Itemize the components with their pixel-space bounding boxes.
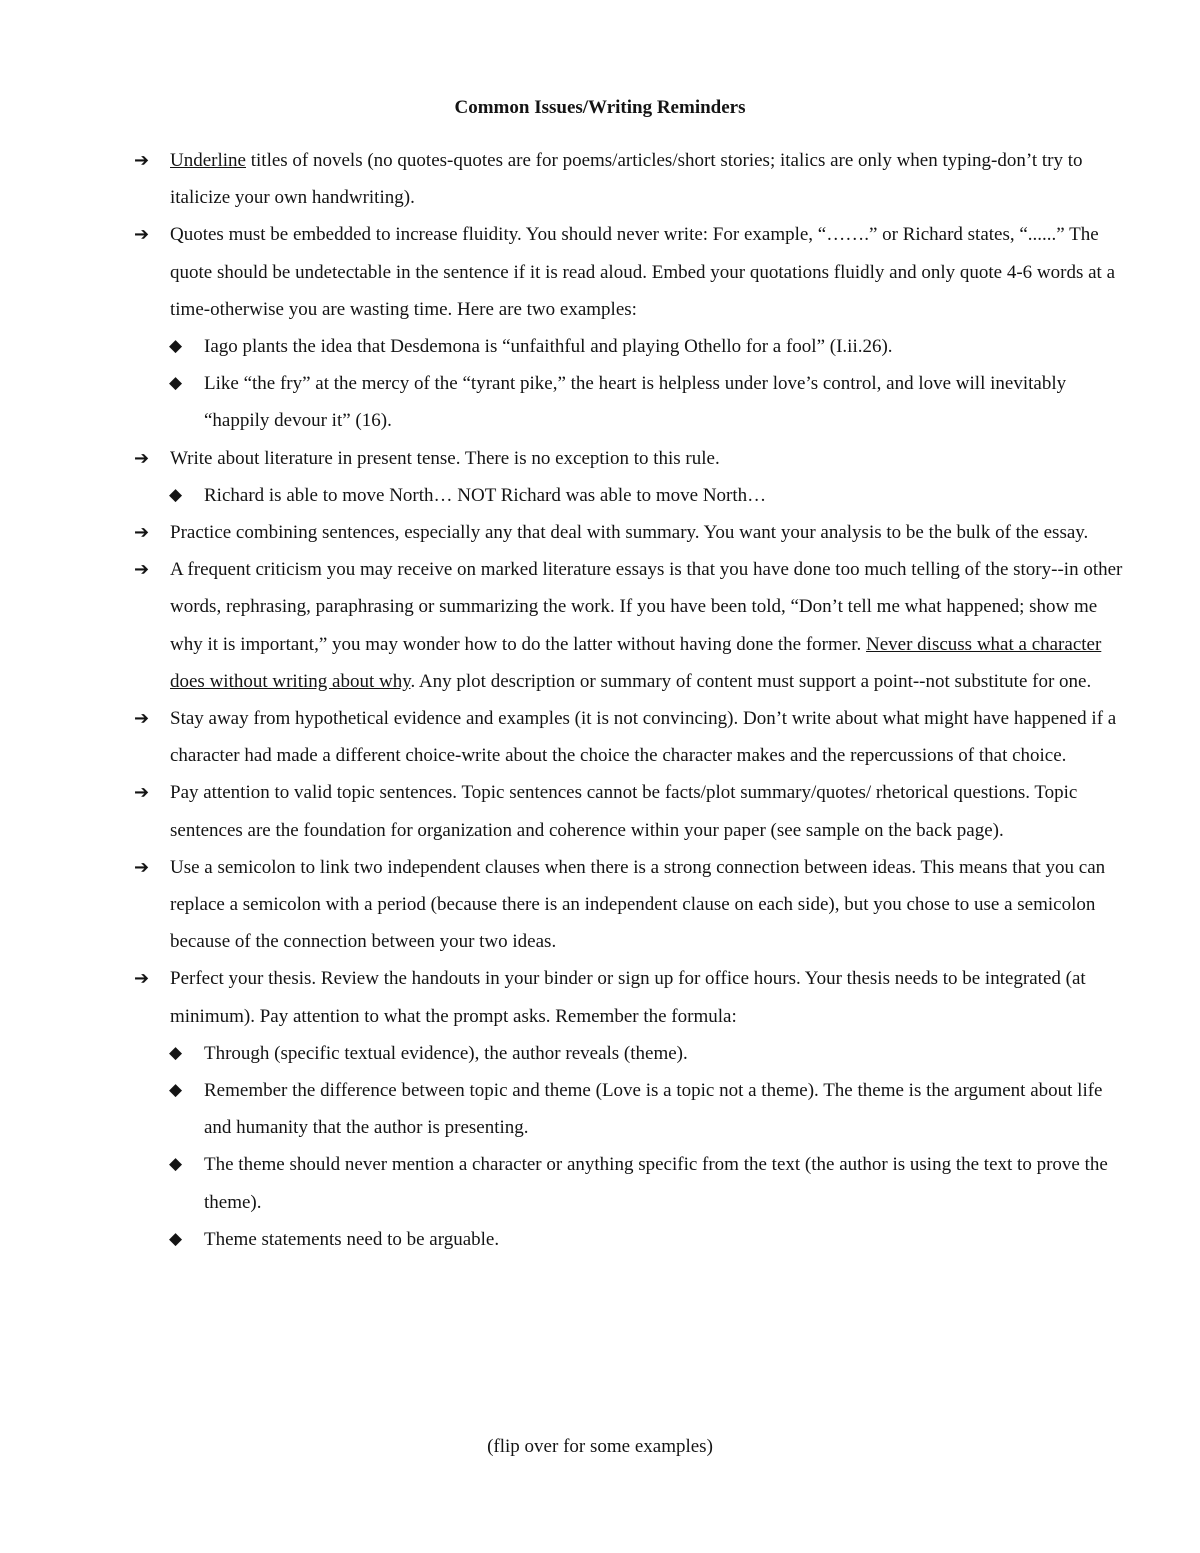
footer-note: (flip over for some examples): [487, 1436, 713, 1457]
underlined-text: Never discuss what a character does without writing about why: [170, 633, 1102, 692]
sub-list-item: [133, 1072, 1123, 1146]
list-item: [133, 849, 1123, 961]
arrow-right-icon: ➔: [134, 782, 150, 804]
sub-item-text: Richard is able to move North… NOT Richard was able to move North…: [204, 484, 767, 506]
list-item: [133, 551, 1123, 700]
arrow-right-icon: ➔: [134, 150, 150, 171]
sub-item-text: The theme should never mention a character or anything specific from the text (the author is using the text to prove the theme).: [204, 1154, 1108, 1213]
page-title: Common Issues/Writing Reminders: [454, 97, 746, 118]
sub-item-text: Iago plants the idea that Desdemona is “unfaithful and playing Othello for a fool” (I.ii.26).: [204, 336, 893, 358]
item-text: . Any plot description or summary of content must support a point--not substitute for one.: [410, 670, 1092, 692]
diamond-icon: ◆: [169, 1042, 183, 1063]
arrow-right-icon: ➔: [134, 708, 150, 730]
item-text: Pay attention to valid topic sentences. Topic sentences cannot be facts/plot summary/quotes/ rhetorical questions. Topic sentences are the foundation for organization and coherence within your paper (see sample on the back page).: [170, 782, 1078, 841]
sub-item-text: Through (specific textual evidence), the author reveals (theme).: [204, 1042, 688, 1064]
sub-list-item: [133, 365, 1123, 439]
diamond-icon: ◆: [169, 1080, 183, 1101]
item-text: Practice combining sentences, especially any that deal with summary. You want your analysis to be the bulk of the essay.: [170, 522, 1089, 544]
arrow-right-icon: ➔: [134, 856, 150, 878]
sub-list-item: [133, 328, 1123, 365]
diamond-icon: ◆: [169, 1154, 183, 1175]
sub-item-text: Remember the difference between topic and theme (Love is a topic not a theme). The theme is the argument about life and humanity that the author is presenting.: [204, 1080, 1103, 1139]
list-item: [133, 514, 1123, 551]
list-item: [133, 700, 1123, 774]
arrow-right-icon: ➔: [134, 559, 150, 581]
sub-item-text: Theme statements need to be arguable.: [204, 1228, 500, 1250]
item-text: Perfect your thesis. Review the handouts in your binder or sign up for office hours. Your thesis needs to be integrated (at minimum). Pay attention to what the prompt asks. Remember the formula:: [170, 968, 1086, 1027]
list-item: [133, 142, 1123, 216]
arrow-right-icon: ➔: [134, 447, 150, 469]
sub-list-item: [133, 477, 1123, 514]
list-item: [133, 216, 1123, 328]
diamond-icon: ◆: [169, 484, 183, 505]
item-text: Write about literature in present tense. There is no exception to this rule.: [170, 447, 720, 469]
arrow-right-icon: ➔: [134, 224, 150, 246]
item-text: A frequent criticism you may receive on marked literature essays is that you have done too much telling of the story--in other words, rephrasing, paraphrasing or summarizing the work. If you have been told, “Don’t tell me what happened; show me why it is important,” you may wonder how to do the latter without having done the former.: [170, 559, 1123, 655]
reminder-list: [133, 142, 1123, 1258]
item-text: Use a semicolon to link two independent clauses when there is a strong connection between ideas. This means that you can replace a semicolon with a period (because there is an independent clause on each side), but you chose to use a semicolon because of the connection between your two ideas.: [170, 856, 1106, 953]
underlined-text: Underline: [170, 150, 246, 171]
item-text: Quotes must be embedded to increase fluidity. You should never write: For example, “…….” or Richard states, “......” The quote should be undetectable in the sentence if it is read aloud. Embed your quotations fluidly and only quote 4-6 words at a time-otherwise you are wasting time. Here are two examples:: [170, 224, 1116, 320]
diamond-icon: ◆: [169, 1228, 183, 1249]
item-text: Stay away from hypothetical evidence and examples (it is not convincing). Don’t write about what might have happened if a character had made a different choice-write about the choice the character makes and the repercussions of that choice.: [170, 708, 1117, 767]
list-item: [133, 774, 1123, 848]
arrow-right-icon: ➔: [134, 968, 150, 990]
sub-item-text: Like “the fry” at the mercy of the “tyrant pike,” the heart is helpless under love’s control, and love will inevitably “happily devour it” (16).: [204, 373, 1067, 432]
sub-list-item: [133, 1221, 1123, 1258]
diamond-icon: ◆: [169, 336, 183, 357]
diamond-icon: ◆: [169, 373, 183, 394]
sub-list-item: [133, 1035, 1123, 1072]
list-item: [133, 440, 1123, 477]
sub-list-item: [133, 1146, 1123, 1220]
arrow-right-icon: ➔: [134, 522, 150, 544]
list-item: [133, 960, 1123, 1034]
item-text: titles of novels (no quotes-quotes are for poems/articles/short stories; italics are only when typing-don’t try to italicize your own handwriting).: [170, 150, 1083, 209]
